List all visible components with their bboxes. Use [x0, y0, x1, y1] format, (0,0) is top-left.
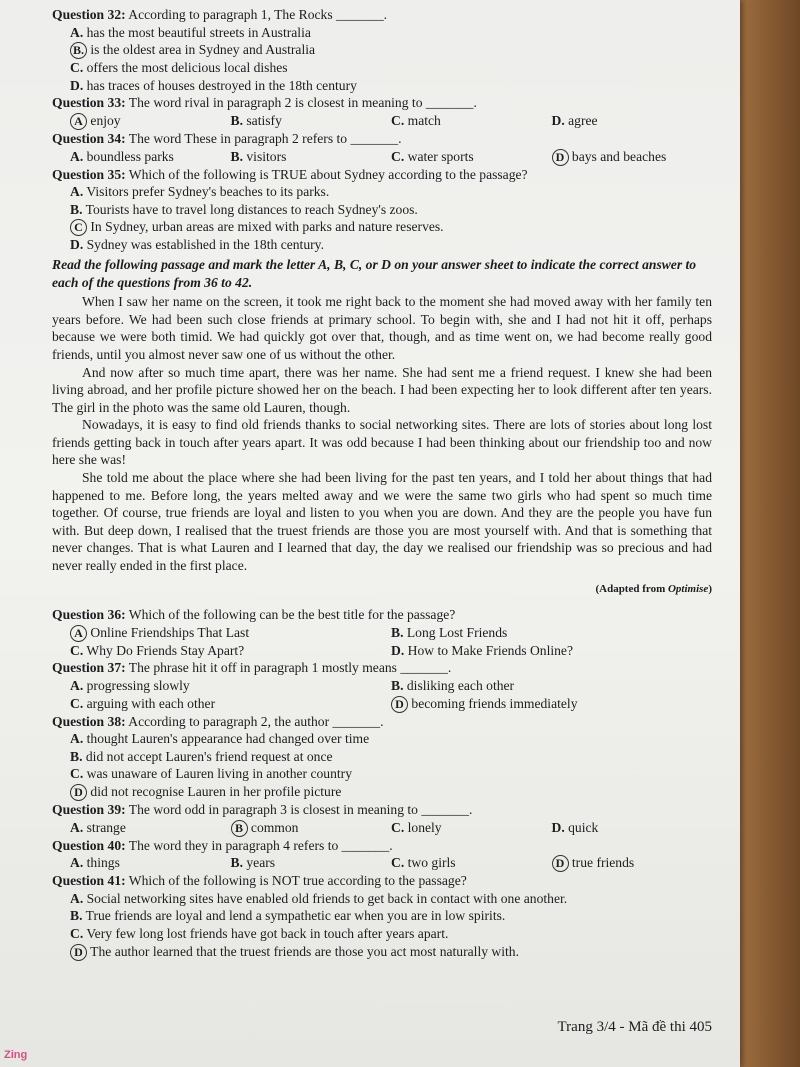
option-letter: B. — [391, 678, 404, 693]
option-text: How to Make Friends Online? — [407, 642, 573, 658]
option-text: True friends are loyal and lend a sympathetic ear when you are in low spirits. — [85, 908, 506, 924]
question — [52, 659, 712, 712]
answer-option — [70, 183, 712, 201]
passage-paragraph: And now after so much time apart, there was her name. She had sent me a friend request. I knew she had been living abroad, and her profile picture showed her on the beach. I had been expecting her to look different after ten years. The girl in the photo was the same old Lauren, though. — [52, 364, 712, 415]
answer-option — [391, 854, 552, 872]
answer-option — [70, 77, 712, 95]
option-letter: D — [391, 696, 408, 713]
option-letter: B. — [230, 148, 243, 164]
answer-options — [52, 890, 712, 961]
answer-options — [52, 112, 712, 130]
option-letter: C. — [391, 148, 405, 164]
option-text: Visitors prefer Sydney's beaches to its parks. — [86, 184, 330, 200]
answer-option — [231, 112, 392, 130]
question-stem — [52, 166, 712, 184]
answer-options — [52, 24, 712, 95]
answer-option — [70, 890, 712, 908]
option-text: is the oldest area in Sydney and Australia — [90, 42, 316, 58]
answer-option — [70, 695, 391, 713]
option-text: has traces of houses destroyed in the 18th century — [86, 77, 357, 93]
option-text: The author learned that the truest friends are those you act most naturally with. — [90, 943, 519, 959]
option-letter: D — [552, 149, 569, 166]
question-number: Question 37: — [52, 660, 126, 676]
option-letter: C. — [70, 925, 84, 941]
answer-option — [231, 148, 392, 166]
answer-option — [70, 748, 712, 766]
option-letter: A. — [70, 184, 84, 200]
question-stem — [52, 713, 712, 731]
option-text: true friends — [571, 855, 635, 871]
option-letter: B. — [70, 201, 83, 217]
option-letter: A. — [70, 24, 84, 40]
option-text: has the most beautiful streets in Australia — [86, 24, 311, 40]
option-text: arguing with each other — [86, 695, 216, 711]
source-suffix: ) — [708, 582, 712, 595]
question — [52, 94, 712, 130]
question-number: Question 40: — [52, 837, 126, 853]
questions-bottom-section — [52, 606, 712, 960]
question-text: The word rival in paragraph 2 is closest in meaning to _______. — [128, 95, 477, 111]
option-text: offers the most delicious local dishes — [86, 60, 288, 76]
answer-option — [391, 624, 712, 642]
option-letter: B. — [230, 112, 243, 128]
answer-option — [70, 819, 231, 837]
question-stem — [52, 130, 712, 148]
option-text: years — [246, 855, 276, 871]
option-letter: A — [70, 113, 87, 130]
option-letter: D. — [551, 112, 565, 128]
question — [52, 166, 712, 254]
option-letter: C. — [70, 60, 84, 76]
answer-option-marked — [391, 695, 712, 713]
option-letter: A. — [70, 855, 84, 871]
answer-option — [70, 642, 391, 660]
answer-option — [70, 907, 712, 925]
question-stem — [52, 801, 712, 819]
option-text: Social networking sites have enabled old friends to get back in contact with one another. — [86, 890, 568, 906]
option-text: two girls — [407, 855, 456, 871]
question-number: Question 32: — [52, 7, 126, 22]
question-text: The phrase hit it off in paragraph 1 mostly means _______. — [128, 660, 452, 676]
option-letter: A — [70, 625, 87, 642]
option-text: satisfy — [246, 112, 282, 128]
answer-option — [70, 854, 231, 872]
option-text: progressing slowly — [86, 678, 190, 693]
answer-options — [52, 730, 712, 801]
question-number: Question 34: — [52, 130, 126, 146]
question-text: According to paragraph 1, The Rocks _______. — [128, 7, 388, 22]
option-letter: D. — [551, 819, 565, 835]
option-letter: D. — [391, 642, 405, 658]
option-text: common — [250, 819, 299, 835]
answer-option — [70, 236, 712, 254]
option-letter: A. — [70, 731, 84, 747]
option-letter: A. — [70, 890, 84, 906]
question-number: Question 38: — [52, 713, 126, 729]
option-letter: A. — [70, 148, 84, 164]
answer-option-marked — [231, 819, 392, 837]
reading-instruction: Read the following passage and mark the letter A, B, C, or D on your answer sheet to indicate the correct answer to each of the questions from 36 to 42. — [52, 256, 697, 290]
reading-passage — [52, 293, 712, 575]
option-text: Online Friendships That Last — [90, 624, 250, 640]
question-text: Which of the following is NOT true according to the passage? — [128, 873, 467, 889]
answer-option-marked — [552, 148, 713, 166]
option-letter: C. — [391, 112, 405, 128]
answer-option — [552, 112, 713, 130]
source-prefix: (Adapted from — [595, 582, 668, 595]
question — [52, 801, 712, 837]
question-text: Which of the following can be the best title for the passage? — [128, 607, 456, 623]
question-stem — [52, 6, 712, 24]
option-text: enjoy — [90, 112, 121, 128]
option-letter: C. — [391, 819, 405, 835]
option-text: Long Lost Friends — [406, 624, 508, 640]
option-letter: B. — [70, 748, 83, 764]
option-text: things — [86, 855, 120, 871]
option-text: match — [407, 112, 441, 128]
option-letter: D. — [70, 237, 84, 253]
answer-option-marked — [70, 41, 712, 59]
answer-option — [391, 642, 712, 660]
option-letter: A. — [70, 819, 84, 835]
option-text: agree — [568, 112, 598, 128]
question-stem — [52, 837, 712, 855]
answer-option — [70, 925, 712, 943]
answer-option — [391, 819, 552, 837]
question-stem — [52, 94, 712, 112]
option-text: disliking each other — [406, 678, 515, 693]
answer-option — [70, 148, 231, 166]
question-number: Question 41: — [52, 873, 126, 889]
question-text: According to paragraph 2, the author _______. — [128, 713, 384, 729]
option-letter: D — [70, 784, 87, 801]
question — [52, 606, 712, 659]
option-text: did not recognise Lauren in her profile picture — [90, 783, 342, 799]
answer-options — [52, 819, 712, 837]
answer-options — [52, 624, 712, 660]
option-letter: C. — [70, 642, 84, 658]
option-letter: D. — [70, 77, 84, 93]
option-letter: D — [70, 944, 87, 961]
answer-options — [52, 183, 712, 254]
passage-paragraph: When I saw her name on the screen, it took me right back to the moment she had moved away with her family ten years before. We had been such close friends at primary school. To begin with, she and I had not hit it off, perhaps because we were both timid. We had quickly got over that, though, and as time went on, we had become really good friends, until you almost never saw one of us without the other. — [52, 294, 712, 362]
answer-option-marked — [70, 624, 391, 642]
option-letter: B. — [70, 908, 83, 924]
option-letter: B. — [391, 624, 404, 640]
option-text: Why Do Friends Stay Apart? — [86, 642, 245, 658]
answer-option — [70, 59, 712, 77]
answer-option — [70, 765, 712, 783]
question — [52, 130, 712, 166]
option-letter: C. — [70, 695, 84, 711]
questions-top-section — [52, 6, 712, 254]
answer-options — [52, 854, 712, 872]
answer-option — [391, 677, 712, 695]
question-text: The word they in paragraph 4 refers to _______. — [128, 837, 393, 853]
answer-option — [391, 148, 552, 166]
question-number: Question 39: — [52, 801, 126, 817]
option-text: Tourists have to travel long distances to reach Sydney's zoos. — [85, 201, 418, 217]
question-number: Question 36: — [52, 607, 126, 623]
question-stem — [52, 872, 712, 890]
option-text: bays and beaches — [571, 148, 667, 164]
answer-option-marked — [70, 218, 712, 236]
option-text: strange — [86, 819, 126, 835]
question — [52, 837, 712, 873]
page-content — [52, 6, 712, 961]
question — [52, 713, 712, 801]
page-footer: Trang 3/4 - Mã đề thi 405 — [557, 1019, 712, 1036]
option-text: boundless parks — [86, 148, 174, 164]
answer-option-marked — [552, 854, 713, 872]
option-letter: C — [70, 219, 87, 236]
answer-option-marked — [70, 943, 712, 961]
option-letter: B — [231, 820, 248, 837]
option-letter: B. — [70, 42, 87, 59]
watermark-logo: Zing — [4, 1049, 28, 1061]
question-stem — [52, 659, 712, 677]
question — [52, 6, 712, 94]
answer-option — [70, 677, 391, 695]
answer-option — [70, 730, 712, 748]
option-letter: A. — [70, 678, 84, 693]
question-text: The word odd in paragraph 3 is closest in meaning to _______. — [128, 801, 473, 817]
option-text: quick — [568, 819, 599, 835]
passage-paragraph: She told me about the place where she had been living for the past ten years, and I told her about things that had happened to me. Before long, the years melted away and we were the same two girls who had spent so much time together. Of course, true friends are loyal and listen to you when you are down. And they are the people you have fun with. But deep down, I realised that the truest friends are those you are most yourself with. And that is something that never changes. That is what Lauren and I learned that day, the day we realised our friendship was so precious and had never really ended in the first place. — [52, 470, 712, 574]
answer-option — [231, 854, 392, 872]
passage-source — [52, 581, 712, 599]
option-letter: C. — [391, 855, 405, 871]
option-text: lonely — [407, 819, 442, 835]
option-letter: B. — [230, 855, 243, 871]
option-letter: D — [552, 855, 569, 872]
question-number: Question 33: — [52, 95, 126, 111]
answer-options — [52, 677, 712, 713]
source-name: Optimise — [667, 582, 709, 595]
answer-option — [70, 24, 712, 42]
question — [52, 872, 712, 960]
answer-option — [70, 201, 712, 219]
passage-paragraph: Nowadays, it is easy to find old friends thanks to social networking sites. There are lots of stories about long lost friends getting back in touch after years apart. It was odd because I had been thinking about our friendship too and now here she was! — [52, 417, 712, 468]
answer-option — [552, 819, 713, 837]
answer-option-marked — [70, 783, 712, 801]
option-text: thought Lauren's appearance had changed over time — [86, 731, 370, 747]
option-text: Very few long lost friends have got back in touch after years apart. — [86, 925, 449, 941]
option-text: was unaware of Lauren living in another country — [86, 766, 352, 782]
answer-option-marked — [70, 112, 231, 130]
option-text: did not accept Lauren's friend request at once — [85, 748, 333, 764]
question-number: Question 35: — [52, 166, 126, 182]
question-stem — [52, 606, 712, 624]
question-text: Which of the following is TRUE about Sydney according to the passage? — [128, 166, 528, 182]
option-text: water sports — [407, 148, 474, 164]
answer-options — [52, 148, 712, 166]
option-text: visitors — [246, 148, 287, 164]
option-letter: C. — [70, 766, 84, 782]
option-text: becoming friends immediately — [411, 695, 578, 711]
option-text: Sydney was established in the 18th century. — [86, 237, 324, 253]
answer-option — [391, 112, 552, 130]
question-text: The word These in paragraph 2 refers to _______. — [128, 130, 402, 146]
option-text: In Sydney, urban areas are mixed with parks and nature reserves. — [90, 219, 444, 235]
